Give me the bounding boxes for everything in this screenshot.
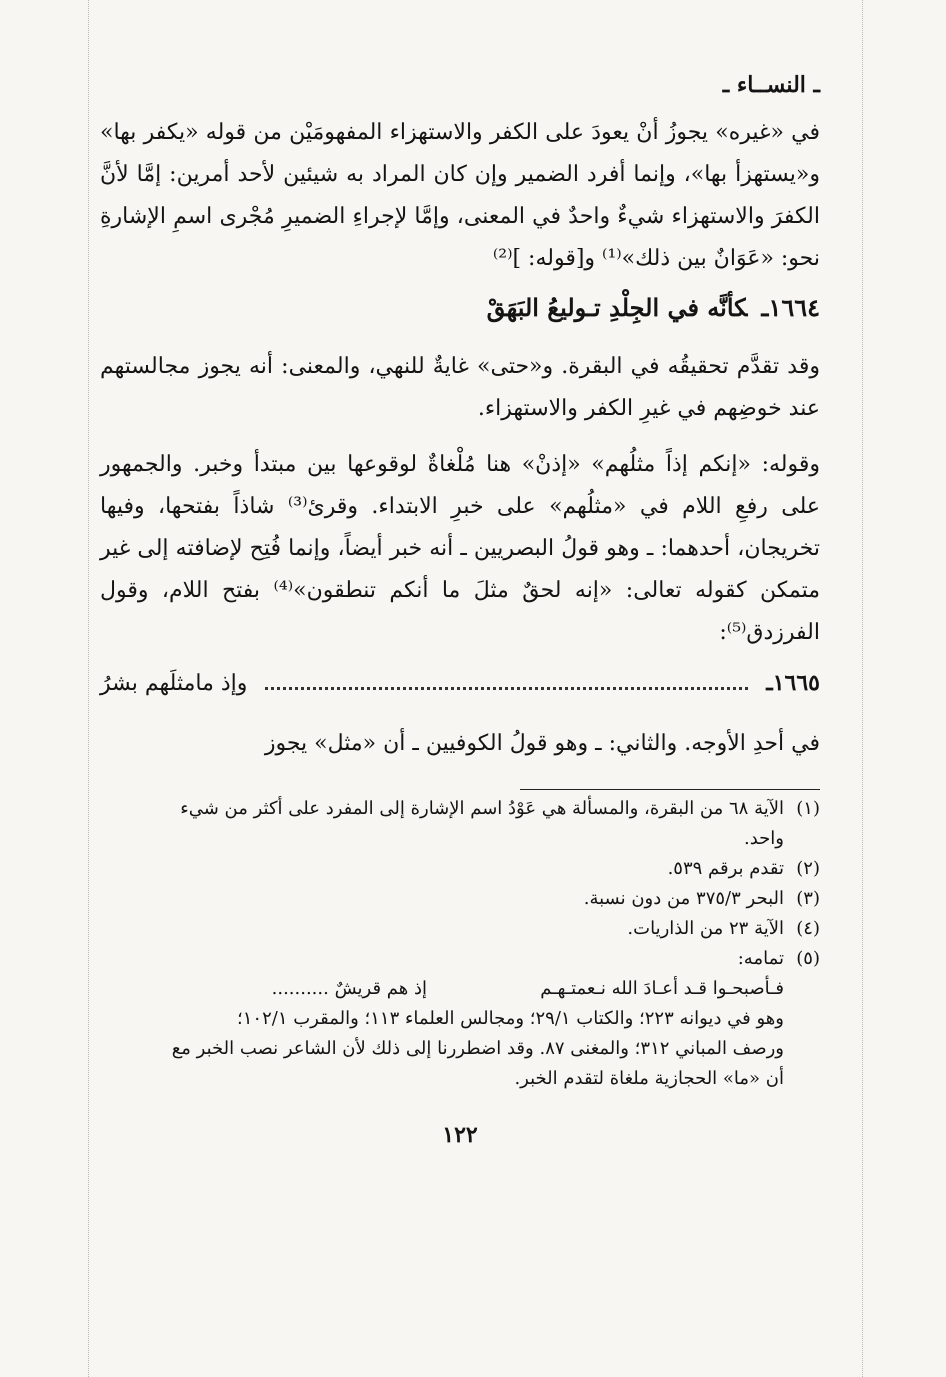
source-line-3: أن «ما» الحجازية ملغاة لتقدم الخبر. <box>514 1068 784 1089</box>
footnote-rule <box>520 789 820 790</box>
footnote-5: (٥) تمامه: <box>737 948 820 969</box>
margin-dots-right <box>862 0 863 1377</box>
ellipsis-fill <box>265 687 748 690</box>
paragraph-4: في أحدِ الأوجه. والثاني: ـ وهو قولُ الكوفيين ـ أن «مثل» يجوز <box>264 731 820 756</box>
source-line-1: وهو في ديوانه ٢٢٣؛ والكتاب ٢٩/١؛ ومجالس العلماء ١١٣؛ والمقرب ١٠٢/١؛ <box>237 1008 784 1029</box>
poem-second-hemistich: إذ هم قريشٌ .......... <box>271 978 427 999</box>
footnote-poem <box>100 974 784 1004</box>
paragraph-2: وقد تقدَّم تحقيقُه في البقرة. و«حتى» غايةٌ للنهي، والمعنى: أنه يجوز مجالستهم عند خوضِهم في غيرِ الكفر والاستهزاء. <box>100 354 820 421</box>
source-line-2: ورصف المباني ٣١٢؛ والمغنى ٨٧. وقد اضطررنا إلى ذلك لأن الشاعر نصب الخبر مع <box>171 1038 784 1059</box>
running-header: ـ النســاء ـ <box>722 72 820 98</box>
footnote-1-continuation: واحد. <box>744 828 784 849</box>
paragraph-1: في «غيره» يجوزُ أنْ يعودَ على الكفر والاستهزاء المفهومَيْن من قوله «يكفر بها» و«يستهزأ بها»، وإنما أفرد الضمير وإن كان المراد به شيئين لأحد أمرين: إمَّا لأنَّ الكفرَ والاستهزاء شيءٌ واحدٌ في المعنى، وإمَّا لإجراءِ الضميرِ مُجْرى اسمِ الإشارةِ نحو: «عَوَانٌ بين ذلك»⁽¹⁾ و[قوله: ]⁽²⁾ <box>100 120 820 271</box>
verse-number: ١٦٦٤ـ <box>761 293 820 322</box>
page-number: ١٢٢ <box>442 1122 478 1148</box>
verse-number: ١٦٦٥ـ <box>766 670 820 696</box>
verse-text: وإذ مامثلَهم بشرُ <box>100 671 248 696</box>
paragraph-3: وقوله: «إنكم إذاً مثلُهم» «إذنْ» هنا مُلْغاةٌ لوقوعها بين مبتدأ وخبر. والجمهور على رفعِ اللام في «مثلُهم» على خبرِ الابتداء. وقرئ⁽³⁾ شاذاً بفتحها، وفيها تخريجان، أحدهما: ـ وهو قولُ البصريين ـ أنه خبر أيضاً، وإنما فُتِح لإضافته إلى غير متمكن كقوله تعالى: «إنه لحقٌ مثلَ ما أنكم تنطقون»⁽⁴⁾ بفتح اللام، وقول الفرزدق⁽⁵⁾: <box>100 452 821 645</box>
poem-first-hemistich: فـأصبحـوا قـد أعـادَ الله نـعمتـهـم <box>540 978 784 999</box>
verse-1664 <box>100 286 820 330</box>
verse-text: كأنَّه في الجِلْدِ تـوليعُ البَهَقْ <box>486 293 748 322</box>
verse-1665 <box>100 662 820 705</box>
footnote-3: (٣) البحر ٣٧٥/٣ من دون نسبة. <box>583 888 820 909</box>
footnote-4: (٤) الآية ٢٣ من الذاريات. <box>627 918 820 939</box>
footnote-1: (١) الآية ٦٨ من البقرة، والمسألة هي عَوْدُ اسم الإشارة إلى المفرد على أكثر من شيء <box>180 798 820 819</box>
margin-dots-left <box>88 0 89 1377</box>
footnote-2: (٢) تقدم برقم ٥٣٩. <box>667 858 820 879</box>
page <box>100 72 820 1148</box>
footnotes <box>100 794 820 1094</box>
